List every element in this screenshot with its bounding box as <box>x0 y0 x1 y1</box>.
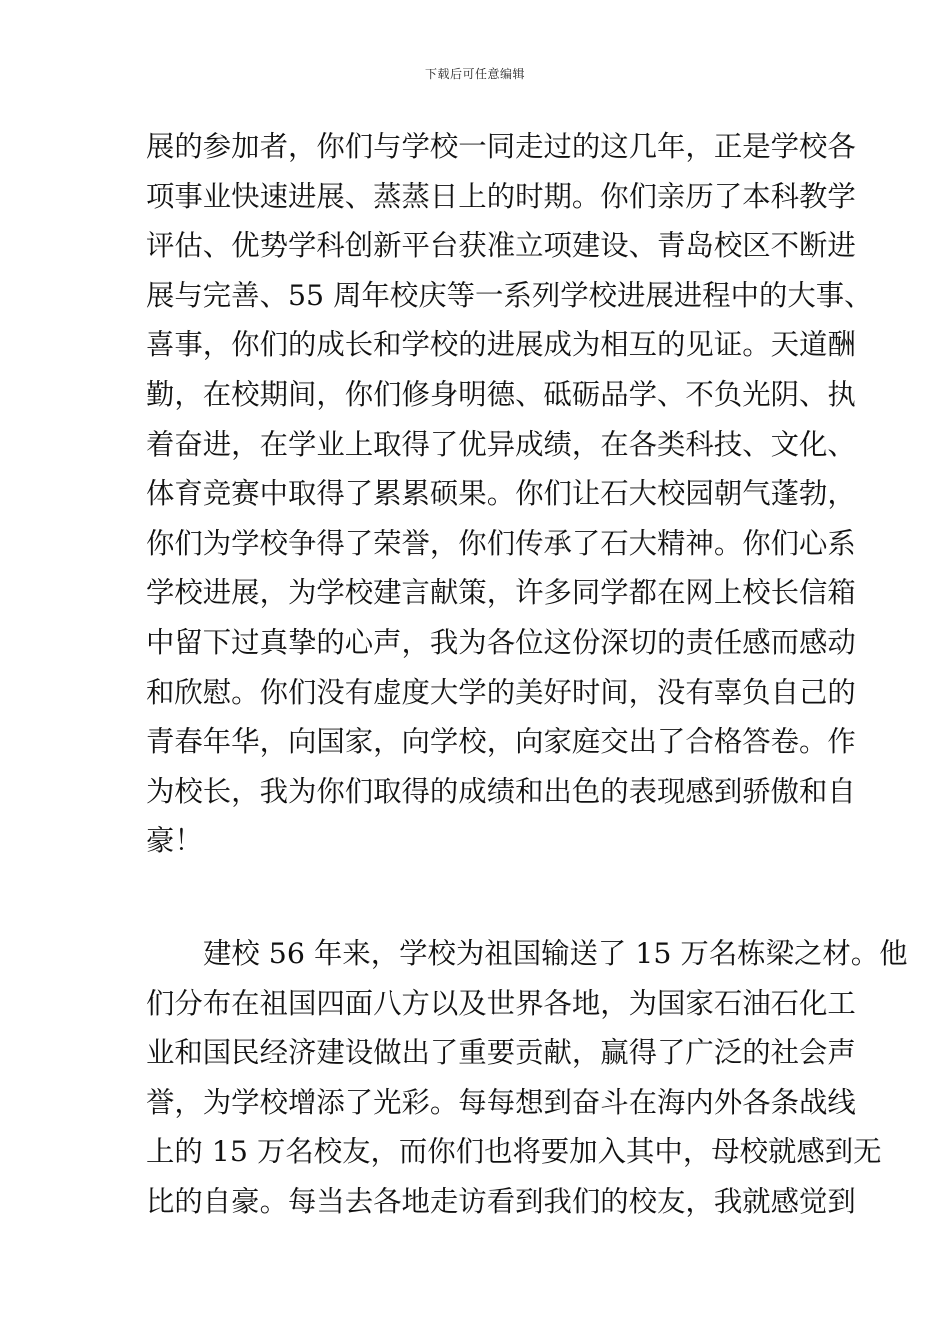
text-line: 学校进展，为学校建言献策，许多同学都在网上校长信箱 <box>146 576 856 610</box>
text-line: 和欣慰。你们没有虚度大学的美好时间，没有辜负自己的 <box>146 675 856 709</box>
text-line: 着奋进，在学业上取得了优异成绩，在各类科技、文化、 <box>146 427 856 461</box>
text-line: 青春年华，向国家，向学校，向家庭交出了合格答卷。作 <box>146 725 856 759</box>
text-line: 评估、优势学科创新平台获准立项建设、青岛校区不断进 <box>146 229 856 263</box>
page-header: 下载后可任意编辑 <box>424 67 525 81</box>
text-line: 上的 15 万名校友，而你们也将要加入其中，母校就感到无 <box>146 1135 882 1169</box>
text-line: 建校 56 年来，学校为祖国输送了 15 万名栋梁之材。他 <box>203 936 908 970</box>
text-line: 展与完善、55 周年校庆等一系列学校进展进程中的大事、 <box>146 278 873 312</box>
paragraph-spacer <box>146 866 810 929</box>
paragraph <box>146 929 908 1227</box>
text-line: 为校长，我为你们取得的成绩和出色的表现感到骄傲和自 <box>146 774 856 808</box>
text-line: 中留下过真挚的心声，我为各位这份深切的责任感而感动 <box>146 625 856 659</box>
document-body <box>146 122 908 1226</box>
text-line: 喜事，你们的成长和学校的进展成为相互的见证。天道酬 <box>146 328 856 362</box>
text-line: 们分布在祖国四面八方以及世界各地，为国家石油石化工 <box>146 986 856 1020</box>
text-line: 项事业快速进展、蒸蒸日上的时期。你们亲历了本科教学 <box>146 179 856 213</box>
text-line: 誉，为学校增添了光彩。每每想到奋斗在海内外各条战线 <box>146 1085 856 1119</box>
text-line: 豪！ <box>146 824 203 858</box>
text-line: 展的参加者，你们与学校一同走过的这几年，正是学校各 <box>146 130 856 163</box>
text-line: 比的自豪。每当去各地走访看到我们的校友，我就感觉到 <box>146 1184 856 1218</box>
text-line: 你们为学校争得了荣誉，你们传承了石大精神。你们心系 <box>146 526 856 560</box>
text-line: 勤，在校期间，你们修身明德、砥砺品学、不负光阴、执 <box>146 377 856 411</box>
paragraph <box>146 122 873 866</box>
text-line: 体育竞赛中取得了累累硕果。你们让石大校园朝气蓬勃， <box>146 477 856 511</box>
text-line: 业和国民经济建设做出了重要贡献，赢得了广泛的社会声 <box>146 1036 856 1070</box>
